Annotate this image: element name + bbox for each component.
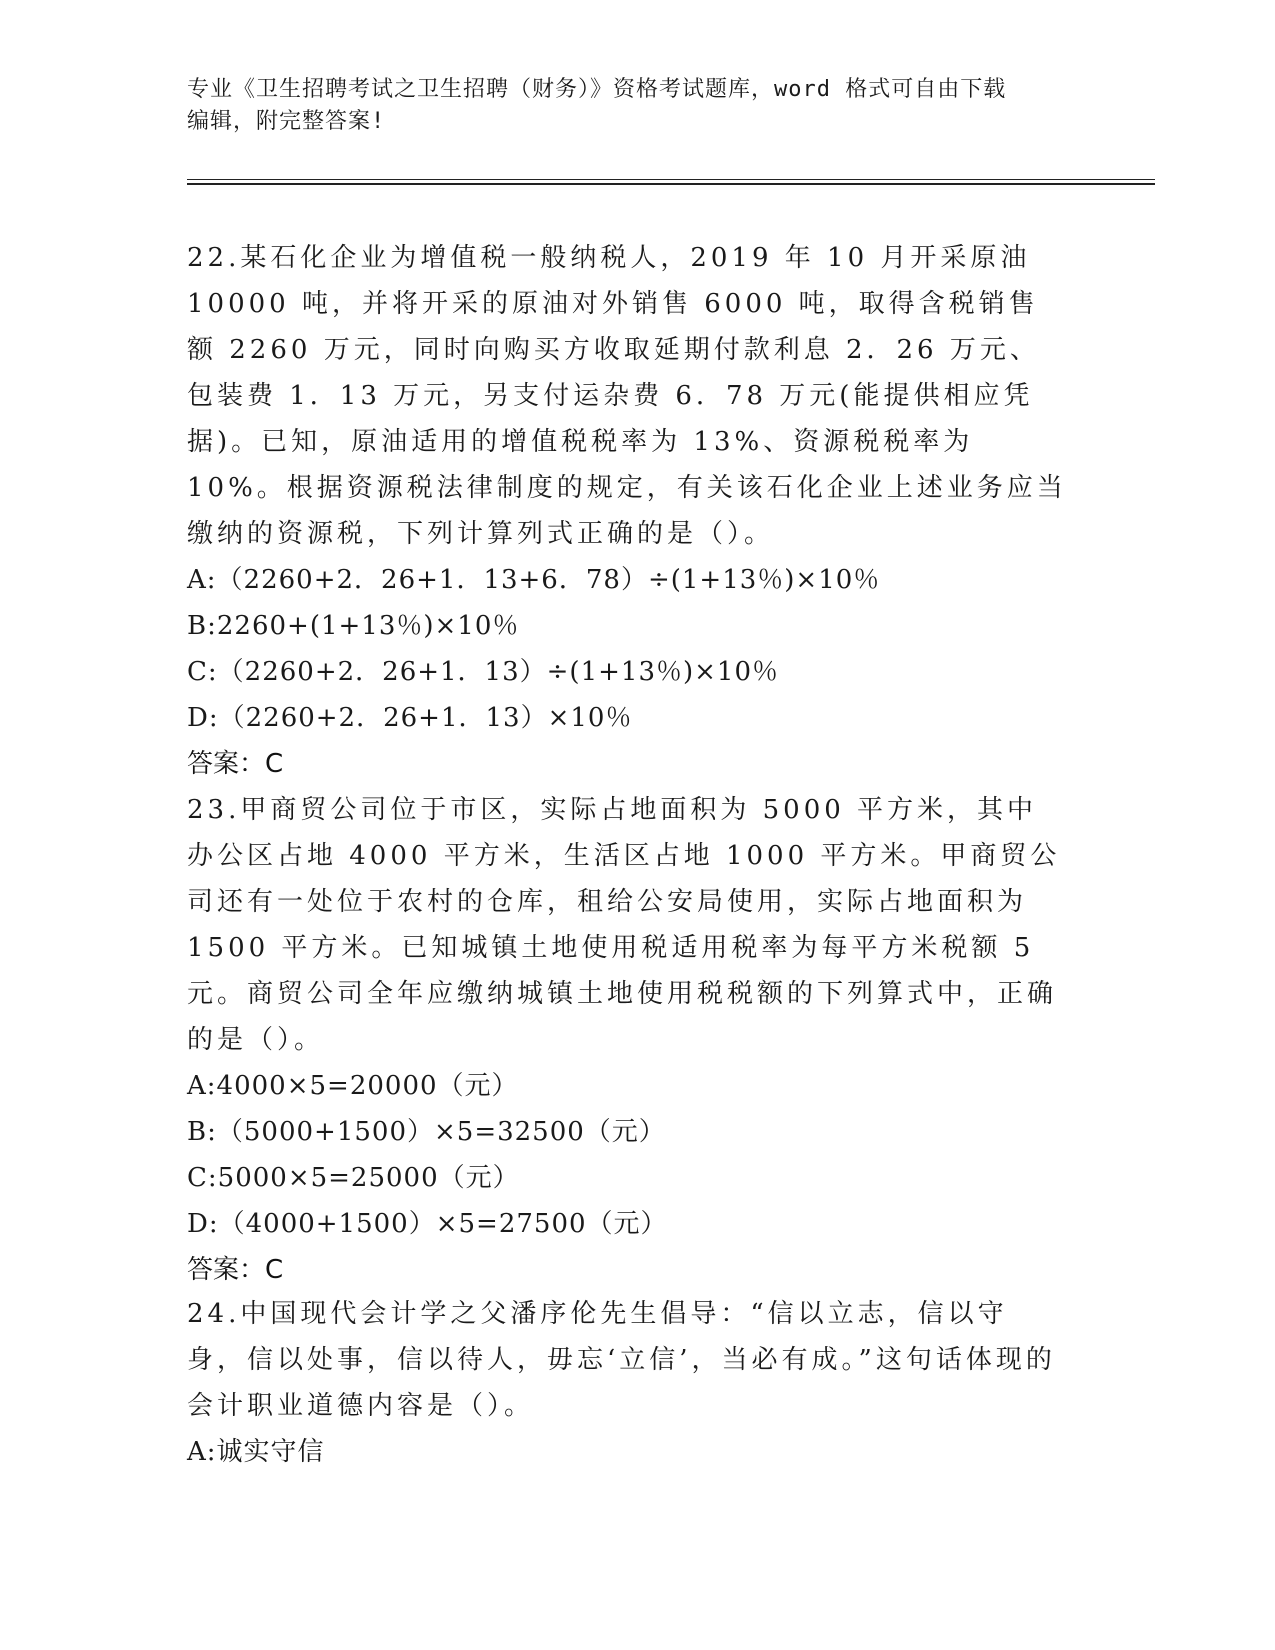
answer: 答案：C xyxy=(187,1255,284,1285)
question-stem: 24.中国现代会计学之父潘序伦先生倡导：“信以立志，信以守身，信以处事，信以待人，毋忘‘立信’，当必有成。”这句话体现的会计职业道德内容是（）。 xyxy=(187,1299,1056,1421)
answer: 答案：C xyxy=(187,749,284,779)
option-b: B:（5000+1500）×5=32500（元） xyxy=(187,1117,666,1147)
option-a: A:诚实守信 xyxy=(187,1437,325,1467)
header-line-1: 专业《卫生招聘考试之卫生招聘（财务）》资格考试题库，word 格式可自由下载 xyxy=(187,77,1007,102)
option-d: D:（4000+1500）×5=27500（元） xyxy=(187,1209,668,1239)
header-divider-thick xyxy=(187,183,1155,185)
option-a: A:4000×5=20000（元） xyxy=(187,1071,519,1101)
question-23 xyxy=(187,787,1067,1293)
option-a: A:（2260+2．26+1．13+6．78）÷(1+13％)×10％ xyxy=(187,565,881,595)
question-stem: 23.甲商贸公司位于市区，实际占地面积为 5000 平方米，其中办公区占地 4000 平方米，生活区占地 1000 平方米。甲商贸公司还有一处位于农村的仓库，租给公安局使用，实际占地面积为 1500 平方米。已知城镇土地使用税适用税率为每平方米税额 5 元。商贸公司全年应缴纳城镇土地使用税税额的下列算式中，正确的是（）。 xyxy=(187,795,1061,1055)
question-stem: 22.某石化企业为增值税一般纳税人，2019 年 10 月开采原油 10000 吨，并将开采的原油对外销售 6000 吨，取得含税销售额 2260 万元，同时向购买方收取延期付款利息 2．26 万元、包装费 1．13 万元，另支付运杂费 6．78 万元(能提供相应凭据)。已知，原油适用的增值税税率为 13%、资源税税率为 10%。根据资源税法律制度的规定，有关该石化企业上述业务应当缴纳的资源税，下列计算列式正确的是（）。 xyxy=(187,243,1067,549)
option-c: C:5000×5=25000（元） xyxy=(187,1163,520,1193)
option-c: C:（2260+2．26+1．13）÷(1+13％)×10％ xyxy=(187,657,779,687)
option-b: B:2260+(1+13％)×10％ xyxy=(187,611,520,641)
question-22 xyxy=(187,235,1067,787)
header-line-2: 编辑，附完整答案! xyxy=(187,109,386,134)
header-divider xyxy=(187,179,1155,180)
question-24 xyxy=(187,1291,1067,1475)
document-header xyxy=(187,74,1087,138)
option-d: D:（2260+2．26+1．13）×10％ xyxy=(187,703,633,733)
